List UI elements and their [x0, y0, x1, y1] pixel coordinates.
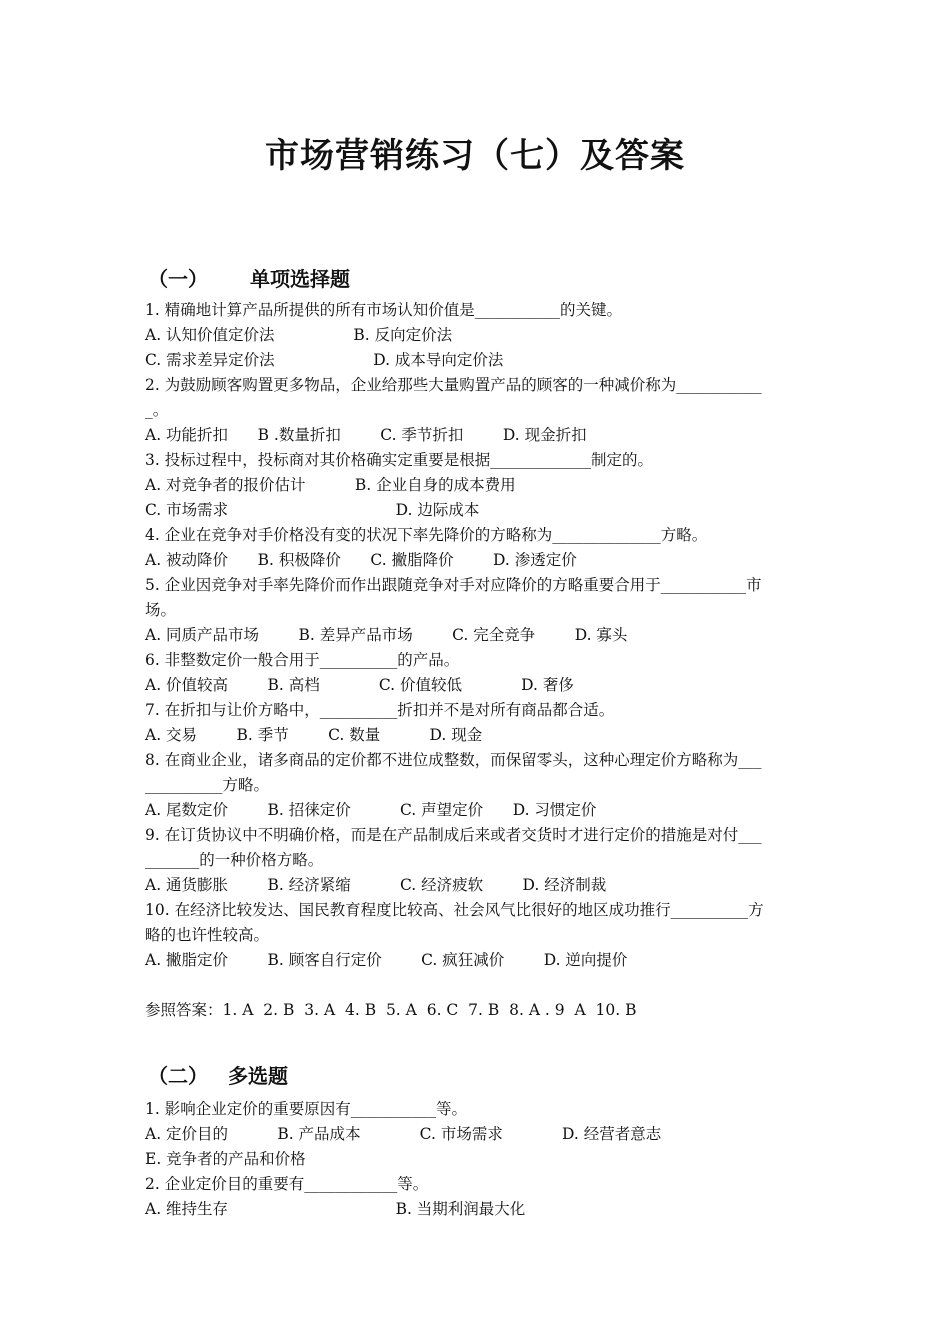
- text-line: 参照答案：1. A 2. B 3. A 4. B 5. A 6. C 7. B 8. A . 9 A 10. B: [145, 1001, 637, 1019]
- text-line: A. 撇脂定价 B. 顾客自行定价 C. 疯狂减价 D. 逆向提价: [145, 951, 628, 969]
- text-line: _______的一种价格方略。: [145, 851, 324, 869]
- text-line: 10. 在经济比较发达、国民教育程度比较高、社会风气比很好的地区成功推行__________方: [145, 901, 764, 919]
- text-line: A. 被动降价 B. 积极降价 C. 撇脂降价 D. 渗透定价: [145, 551, 577, 569]
- text-line: A. 价值较高 B. 高档 C. 价值较低 D. 奢侈: [145, 676, 574, 694]
- text-line: 2. 企业定价目的重要有____________等。: [145, 1175, 429, 1193]
- text-line: A. 交易 B. 季节 C. 数量 D. 现金: [145, 726, 483, 744]
- text-line: A. 认知价值定价法 B. 反向定价法: [145, 326, 453, 344]
- text-line: A. 定价目的 B. 产品成本 C. 市场需求 D. 经营者意志: [145, 1125, 662, 1143]
- section-number: （二）: [148, 1064, 208, 1088]
- text-line: A. 维持生存 B. 当期利润最大化: [145, 1200, 526, 1218]
- section-number: （一）: [148, 267, 208, 291]
- text-line: 6. 非整数定价一般合用于__________的产品。: [145, 651, 460, 669]
- text-line: 2. 为鼓励顾客购置更多物品，企业给那些大量购置产品的顾客的一种减价称为___________: [145, 376, 762, 394]
- document-title: 市场营销练习（七）及答案: [265, 136, 685, 176]
- text-line: 5. 企业因竞争对手率先降价而作出跟随竞争对手对应降价的方略重要合用于___________市: [145, 576, 762, 594]
- text-line: 场。: [145, 601, 177, 619]
- text-line: 3. 投标过程中，投标商对其价格确实定重要是根据_____________制定的。: [145, 451, 653, 469]
- text-line: 略的也许性较高。: [145, 926, 270, 944]
- text-line: _。: [145, 401, 169, 419]
- text-line: C. 市场需求 D. 边际成本: [145, 501, 480, 519]
- text-line: 1. 精确地计算产品所提供的所有市场认知价值是___________的关键。: [145, 301, 622, 319]
- text-line: A. 尾数定价 B. 招徕定价 C. 声望定价 D. 习惯定价: [145, 801, 597, 819]
- text-line: 4. 企业在竞争对手价格没有变的状况下率先降价的方略称为______________方略。: [145, 526, 708, 544]
- section-name: 单项选择题: [250, 267, 350, 291]
- text-line: E. 竞争者的产品和价格: [145, 1150, 306, 1168]
- section-name: 多选题: [228, 1064, 288, 1088]
- text-line: A. 同质产品市场 B. 差异产品市场 C. 完全竞争 D. 寡头: [145, 626, 628, 644]
- text-line: A. 功能折扣 B .数量折扣 C. 季节折扣 D. 现金折扣: [145, 426, 587, 444]
- text-line: 1. 影响企业定价的重要原因有___________等。: [145, 1100, 467, 1118]
- section-heading-single-choice: [148, 263, 350, 292]
- text-line: A. 通货膨胀 B. 经济紧缩 C. 经济疲软 D. 经济制裁: [145, 876, 607, 894]
- text-line: __________方略。: [145, 776, 270, 794]
- section-heading-multi-choice: [148, 1060, 288, 1089]
- text-line: 7. 在折扣与让价方略中，__________折扣并不是对所有商品都合适。: [145, 701, 615, 719]
- text-line: 9. 在订货协议中不明确价格，而是在产品制成后来或者交货时才进行定价的措施是对付___: [145, 826, 762, 844]
- text-line: C. 需求差异定价法 D. 成本导向定价法: [145, 351, 504, 369]
- text-line: 8. 在商业企业，诸多商品的定价都不进位成整数，而保留零头，这种心理定价方略称为___: [145, 751, 762, 769]
- text-line: A. 对竞争者的报价估计 B. 企业自身的成本费用: [145, 476, 516, 494]
